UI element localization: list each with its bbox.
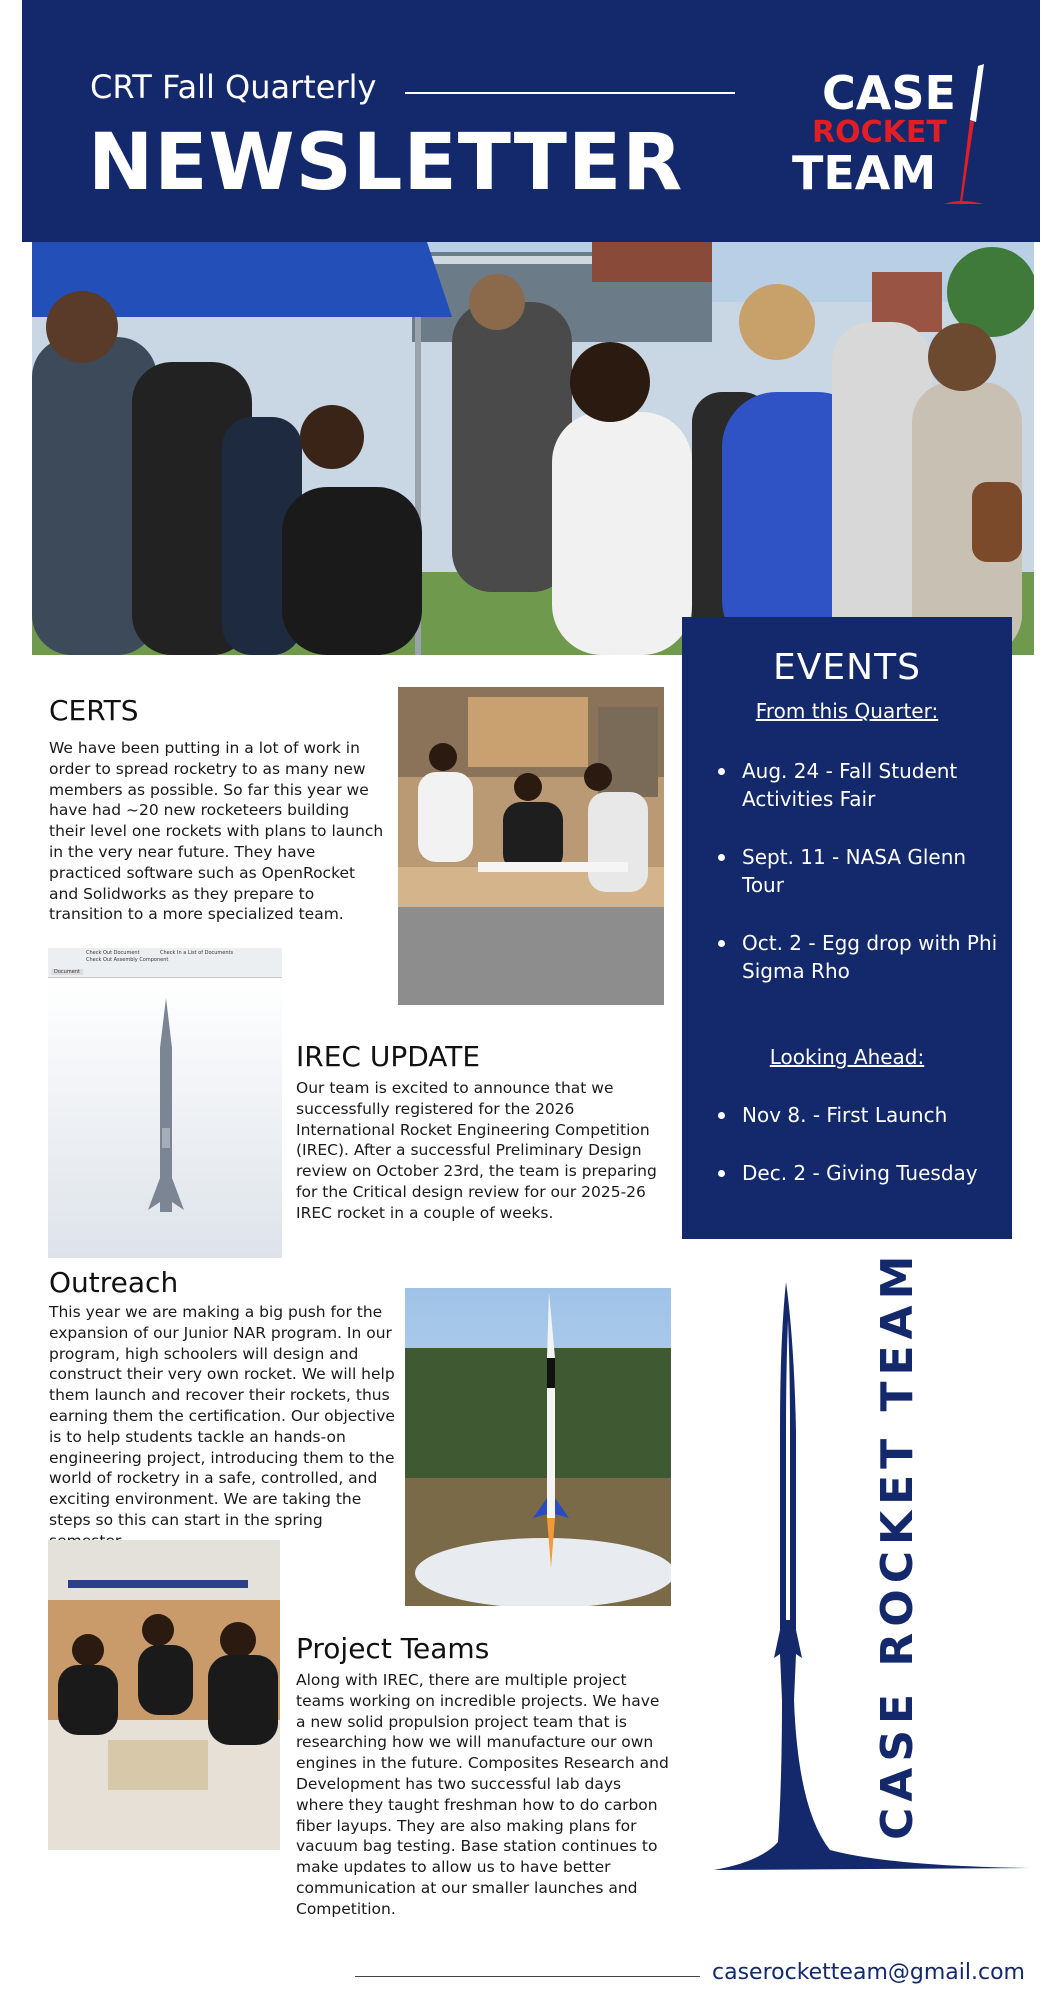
event-item: Nov 8. - First Launch <box>682 1101 1012 1129</box>
cad-rocket-icon <box>48 978 282 1258</box>
contact-email[interactable]: caserocketteam@gmail.com <box>712 1960 1025 1985</box>
activities-fair-photo <box>32 242 1034 655</box>
logo-line-case: CASE <box>822 66 956 120</box>
event-item: Sept. 11 - NASA Glenn Tour <box>682 843 1012 899</box>
projects-title: Project Teams <box>296 1632 490 1665</box>
events-title: EVENTS <box>773 647 921 688</box>
cad-screenshot <box>48 948 282 1258</box>
outreach-body: This year we are making a big push for the expansion of our Junior NAR program. In our program, high schoolers will design and construct their very own rocket. We will help them launch and recover their rockets, thus earning them the certification. Our objective is to help students tackle an hands-on engineering project, introducing them to the world of rocketry in a safe, controlled, and exciting environment. We are taking the steps so this can start in the spring <box>49 1303 395 1529</box>
this-quarter-heading: From this Quarter: <box>755 699 939 723</box>
looking-ahead-heading: Looking Ahead: <box>769 1045 925 1069</box>
kicker-rule <box>405 92 735 94</box>
certs-body: We have been putting in a lot of work in order to spread rocketry to as many new members as possible. So far this year we have had ~20 new rocketeers building their level one rockets with plans to launch in the very near future. They have practiced software such as OpenRocket and Solidworks as they prepare to transition to a more specialized team. <box>49 739 384 924</box>
irec-body: Our team is excited to announce that we successfully registered for the 2026 International Rocket Engineering Competition (IREC). After a successful Preliminary Design review on October 23rd, the team is preparing for the Critical design review for our 2025-26 IREC rocket in a couple of weeks. <box>296 1079 657 1222</box>
side-banner-text: CASE ROCKET TEAM <box>872 1249 923 1840</box>
newsletter-kicker: CRT Fall Quarterly <box>90 68 377 106</box>
looking-ahead-list <box>682 1101 1012 1187</box>
this-quarter-list <box>682 757 1012 985</box>
workshop-photo <box>398 687 664 1005</box>
event-item: Oct. 2 - Egg drop with Phi Sigma Rho <box>682 929 1012 985</box>
cad-menu-item: Check Out Document <box>86 950 140 956</box>
events-panel <box>682 617 1012 1239</box>
footer-rule <box>355 1976 700 1977</box>
newsletter-title: NEWSLETTER <box>88 118 684 208</box>
side-banner <box>850 1249 923 1840</box>
cad-menu-item: Check In a List of Documents <box>160 950 234 956</box>
certs-title: CERTS <box>49 694 139 727</box>
event-item: Dec. 2 - Giving Tuesday <box>682 1159 1012 1187</box>
projects-body: Along with IREC, there are multiple project teams working on incredible projects. We have a new solid propulsion project team that is researching how we will manufacture our own engines in the future. Composites Research and Development has two successful lab days where they taught freshman how to do carbon fiber layups. They are also making plans for vacuum bag testing. Base station continues to make updates to allow us to have better communication at our smaller launches and Competition. <box>296 1671 669 1918</box>
composites-lab-photo <box>48 1540 280 1850</box>
logo-line-rocket: ROCKET <box>812 115 947 150</box>
cad-menu-item: Check Out Assembly Component <box>86 957 169 963</box>
irec-title: IREC UPDATE <box>296 1040 481 1073</box>
cad-tab: Document <box>51 969 83 975</box>
launch-photo <box>405 1288 671 1606</box>
event-item: Aug. 24 - Fall Student Activities Fair <box>682 757 1012 813</box>
logo-rocket-icon <box>940 62 1000 212</box>
cad-toolbar <box>48 948 282 978</box>
logo-line-team: TEAM <box>792 146 937 200</box>
team-logo <box>790 62 1000 212</box>
outreach-title: Outreach <box>49 1266 179 1299</box>
